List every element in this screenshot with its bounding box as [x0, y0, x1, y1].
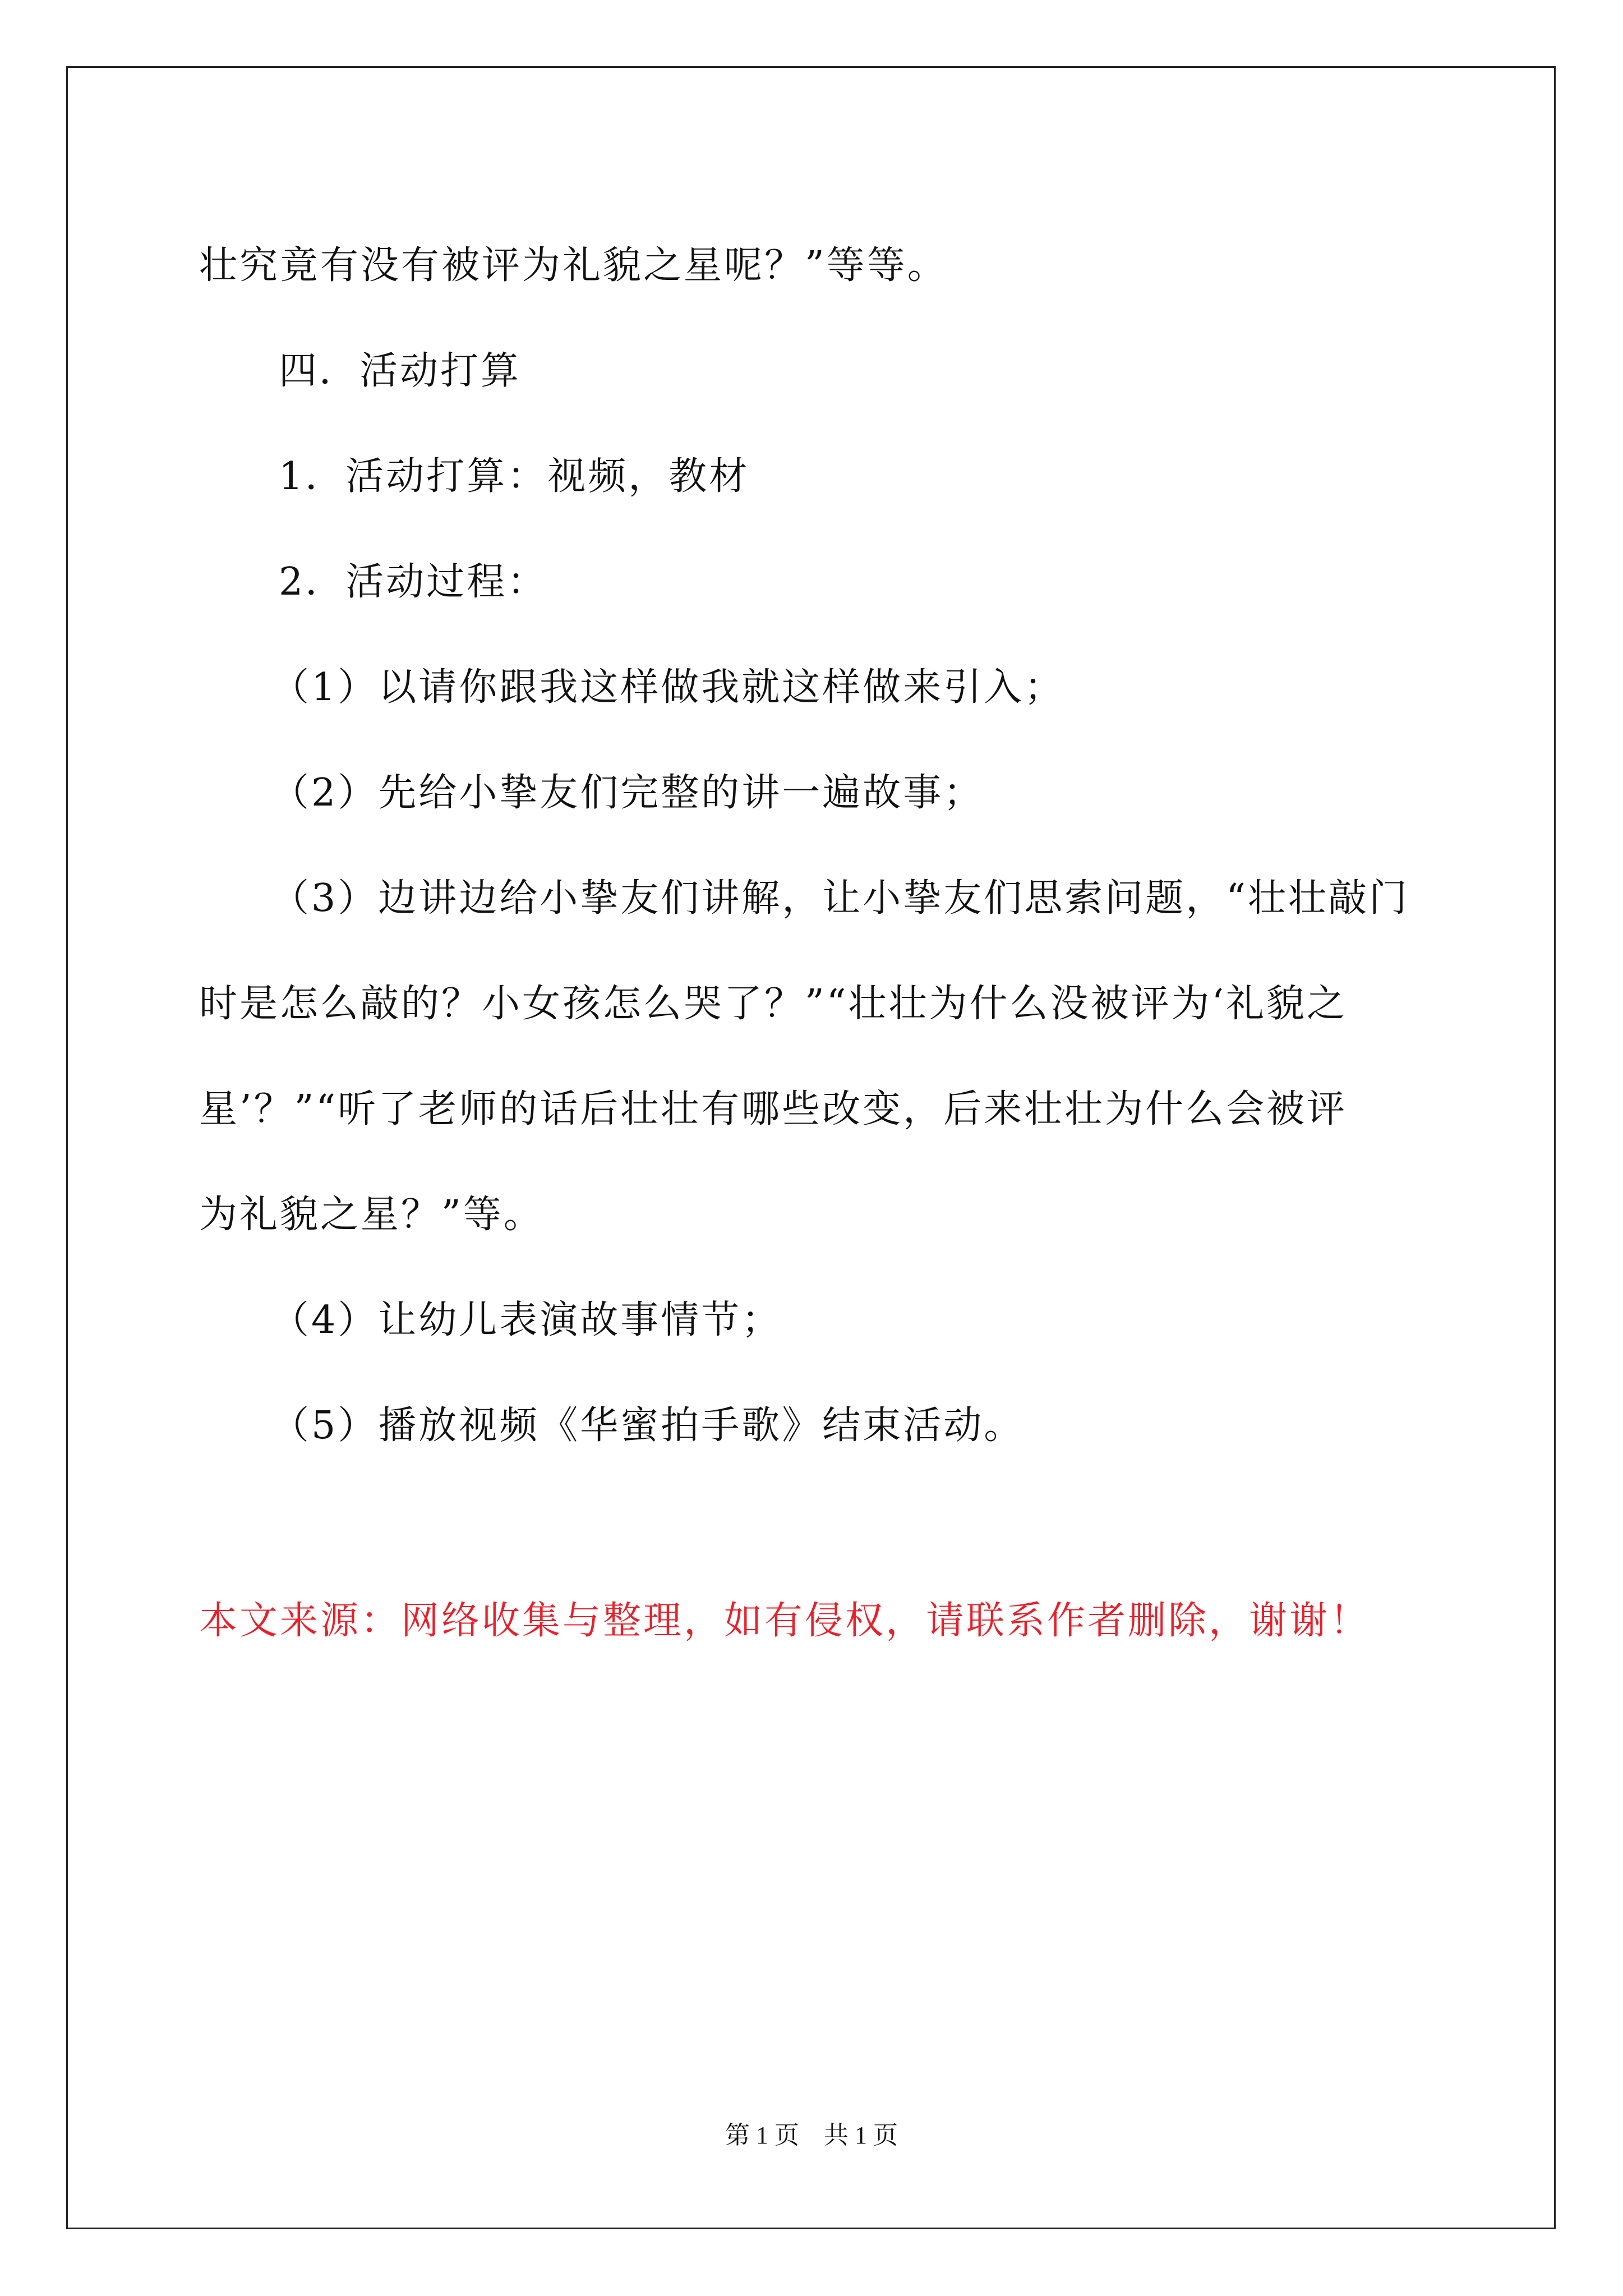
paragraph-continuation: 壮究竟有没有被评为礼貌之星呢？”等等。 [199, 243, 948, 288]
list-item: （4）让幼儿表演故事情节； [271, 1298, 782, 1342]
list-item-continuation: 为礼貌之星？”等。 [199, 1193, 544, 1237]
list-item: （5）播放视频《华蜜拍手歌》结束活动。 [271, 1404, 1025, 1448]
list-item: （1）以请你跟我这样做我就这样做来引入； [271, 665, 1065, 710]
list-item-continuation: 星’？”“听了老师的话后壮壮有哪些改变，后来壮壮为什么会被评 [199, 1087, 1348, 1131]
section-heading: 四．活动打算 [279, 349, 522, 393]
list-item: （3）边讲边给小挚友们讲解，让小挚友们思索问题，“壮壮敲门 [271, 876, 1410, 921]
list-item: （2）先给小挚友们完整的讲一遍故事； [271, 771, 984, 815]
spacer [199, 1479, 1422, 1568]
document-body [199, 213, 1422, 1674]
list-item: 1．活动打算：视频，教材 [279, 454, 750, 499]
list-item-continuation: 时是怎么敲的？小女孩怎么哭了？”“壮壮为什么没被评为‘礼貌之 [199, 982, 1348, 1026]
list-item: 2．活动过程： [279, 560, 548, 604]
page-number-footer: 第 1 页 共 1 页 [725, 2122, 898, 2149]
source-notice: 本文来源：网络收集与整理，如有侵权，请联系作者删除，谢谢！ [199, 1599, 1371, 1643]
